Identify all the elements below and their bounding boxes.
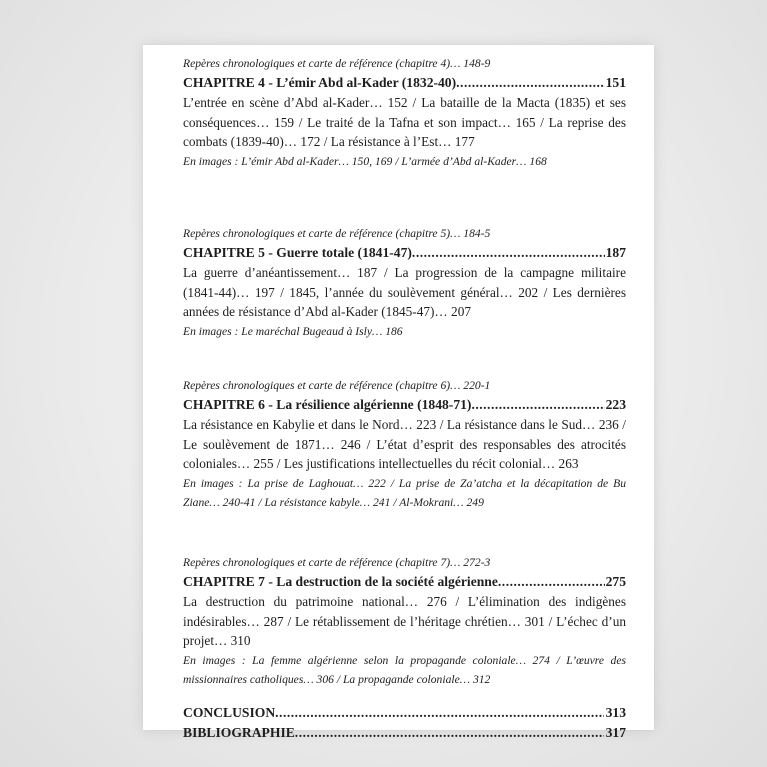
leader-dots [498,572,605,592]
chapter-5-reference: Repères chronologiques et carte de référence (chapitre 5)… 184-5 [183,227,491,240]
chapter-7-reference: Repères chronologiques et carte de référence (chapitre 7)… 272-3 [183,556,491,569]
chapter-6-section [183,376,626,553]
chapter-4-images: En images : L’émir Abd al-Kader… 150, 169 / L’armée d’Abd al-Kader… 168 [183,154,547,168]
chapter-4-page: 151 [605,75,626,90]
chapter-4-reference: Repères chronologiques et carte de référence (chapitre 4)… 148-9 [183,57,491,70]
chapter-7-page: 275 [605,574,626,589]
chapter-5-section [183,224,626,376]
chapter-7-title: CHAPITRE 7 - La destruction de la société algérienne [183,574,498,589]
leader-dots [456,73,604,93]
chapter-5-images: En images : Le maréchal Bugeaud à Isly… 186 [183,324,403,338]
chapter-6-images: En images : La prise de Laghouat… 222 / La prise de Za’atcha et la décapitation de Bu Ziane… 240-41 / La résistance kabyle… 241 / Al-Mokrani… 249 [183,476,626,510]
chapter-5-entries: La guerre d’anéantissement… 187 / La progression de la campagne militaire (1841-44)… 197 / 1845, l’année du soulèvement général… 202 / Les dernières années de résistance d’Abd al-Kader (1845-47)… 207 [183,265,626,320]
conclusion-entry [183,703,626,723]
chapter-4-entries: L’entrée en scène d’Abd al-Kader… 152 / La bataille de la Macta (1835) et ses conséquences… 159 / Le traité de la Tafna et son impact… 165 / La reprise des combats (1839-40)… 172 / La résistance à l’Est… 177 [183,95,626,150]
leader-dots [412,243,605,263]
conclusion-title: CONCLUSION [183,705,276,720]
chapter-6-entries: La résistance en Kabylie et dans le Nord… 223 / La résistance dans le Sud… 236 / Le soulèvement de 1871… 246 / L’état d’esprit des responsables des atrocités coloniales… 255 / Les justifications intellectuelles du récit colonial… 263 [183,417,626,472]
chapter-5-title: CHAPITRE 5 - Guerre totale (1841-47) [183,245,412,260]
chapter-4-section [183,54,626,224]
chapter-7-heading [183,572,626,592]
leader-dots [275,703,603,723]
chapter-6-title: CHAPITRE 6 - La résilience algérienne (1848-71) [183,397,472,412]
chapter-6-heading [183,395,626,415]
chapter-7-images: En images : La femme algérienne selon la propagande coloniale… 274 / L’œuvre des missionnaires catholiques… 306 / La propagande coloniale… 312 [183,653,626,687]
chapter-5-page: 187 [605,245,626,260]
chapter-7-entries: La destruction du patrimoine national… 276 / L’élimination des indigènes indésirables… 287 / Le rétablissement de l’héritage chrétien… 301 / L’échec d’un projet… 310 [183,594,626,649]
bibliography-title: BIBLIOGRAPHIE [183,725,295,740]
chapter-6-reference: Repères chronologiques et carte de référence (chapitre 6)… 220-1 [183,379,491,392]
chapter-5-heading [183,243,626,263]
bibliography-entry [183,723,626,743]
leader-dots [295,723,604,743]
chapter-4-heading [183,73,626,93]
chapter-7-section [183,553,626,703]
conclusion-page: 313 [605,705,626,720]
chapter-6-page: 223 [605,397,626,412]
table-of-contents [183,54,626,743]
leader-dots [471,395,604,415]
chapter-4-title: CHAPITRE 4 - L’émir Abd al-Kader (1832-40) [183,75,457,90]
bibliography-page: 317 [605,725,626,740]
book-page [143,45,654,740]
